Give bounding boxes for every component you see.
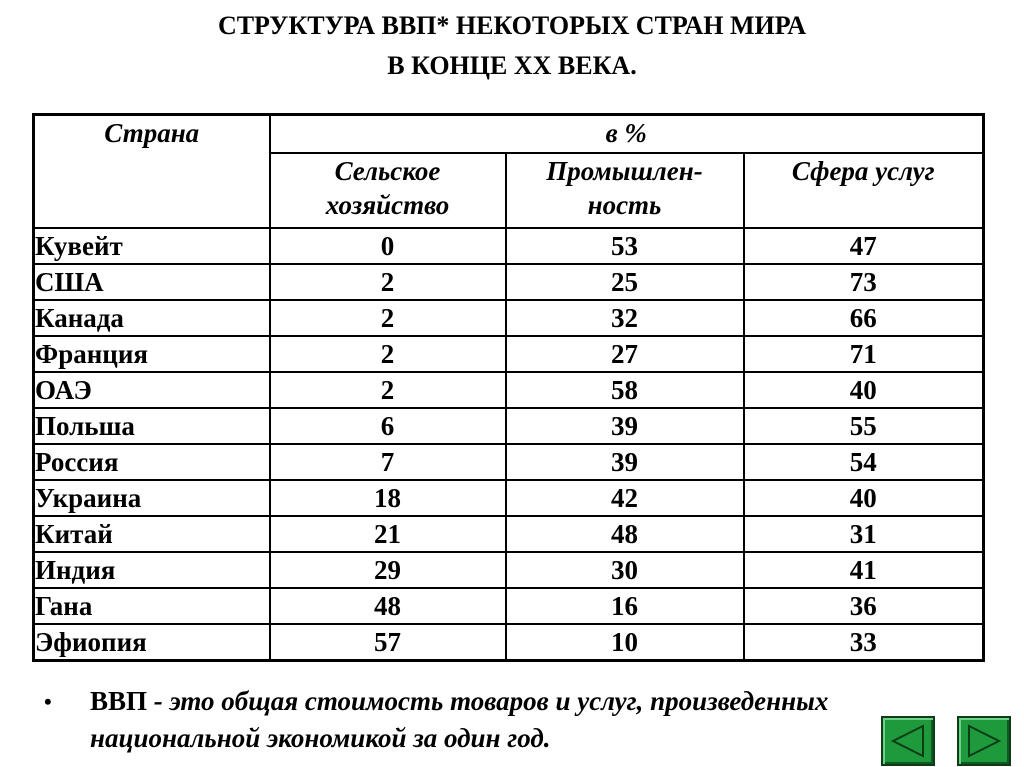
country-cell: Кувейт	[34, 228, 270, 264]
agriculture-cell: 7	[270, 444, 506, 480]
country-cell: Польша	[34, 408, 270, 444]
slide-title	[0, 6, 1024, 86]
services-cell: 36	[744, 588, 984, 624]
table-row	[34, 444, 984, 480]
country-cell: ОАЭ	[34, 372, 270, 408]
bullet-icon: •	[44, 689, 52, 714]
header-row-1	[34, 115, 984, 154]
industry-cell: 16	[506, 588, 744, 624]
agriculture-cell: 29	[270, 552, 506, 588]
table-row	[34, 480, 984, 516]
country-cell: Россия	[34, 444, 270, 480]
agriculture-cell: 18	[270, 480, 506, 516]
country-cell: Гана	[34, 588, 270, 624]
country-cell: США	[34, 264, 270, 300]
agriculture-cell: 2	[270, 300, 506, 336]
services-header-line-1: Сфера услуг	[791, 156, 935, 186]
unit-header: в %	[270, 115, 984, 154]
table-row	[34, 336, 984, 372]
agriculture-cell: 6	[270, 408, 506, 444]
agriculture-cell: 21	[270, 516, 506, 552]
title-line-2: В КОНЦЕ XX ВЕКА.	[387, 51, 637, 80]
services-cell: 54	[744, 444, 984, 480]
industry-cell: 30	[506, 552, 744, 588]
agriculture-cell: 2	[270, 336, 506, 372]
note-definition-line-2: национальной экономикой за один год.	[90, 723, 551, 753]
table-row	[34, 516, 984, 552]
next-slide-button[interactable]	[957, 716, 1011, 766]
table-row	[34, 408, 984, 444]
table-row	[34, 588, 984, 624]
services-cell: 47	[744, 228, 984, 264]
country-cell: Китай	[34, 516, 270, 552]
services-cell: 31	[744, 516, 984, 552]
services-cell: 73	[744, 264, 984, 300]
agriculture-cell: 57	[270, 624, 506, 661]
agriculture-header-line-1: Сельское	[334, 156, 441, 186]
country-cell: Эфиопия	[34, 624, 270, 661]
note-definition-line-1: - это общая стоимость товаров и услуг, произведенных	[147, 686, 829, 716]
table-row	[34, 264, 984, 300]
country-cell: Индия	[34, 552, 270, 588]
industry-cell: 58	[506, 372, 744, 408]
services-cell: 40	[744, 372, 984, 408]
agriculture-column-header	[270, 153, 506, 228]
industry-cell: 32	[506, 300, 744, 336]
industry-cell: 53	[506, 228, 744, 264]
industry-cell: 39	[506, 444, 744, 480]
triangle-right-icon	[963, 722, 1005, 760]
industry-cell: 10	[506, 624, 744, 661]
table-row	[34, 552, 984, 588]
industry-cell: 42	[506, 480, 744, 516]
services-cell: 33	[744, 624, 984, 661]
country-column-header: Страна	[34, 115, 270, 229]
note-term: ВВП	[90, 686, 148, 716]
agriculture-cell: 48	[270, 588, 506, 624]
gdp-structure-table	[32, 113, 985, 662]
country-cell: Украина	[34, 480, 270, 516]
industry-cell: 27	[506, 336, 744, 372]
services-cell: 71	[744, 336, 984, 372]
country-cell: Франция	[34, 336, 270, 372]
title-line-1: СТРУКТУРА ВВП* НЕКОТОРЫХ СТРАН МИРА	[217, 11, 807, 40]
services-column-header	[744, 153, 984, 228]
industry-column-header	[506, 153, 744, 228]
gdp-definition-note	[40, 683, 960, 757]
services-cell: 55	[744, 408, 984, 444]
table-row	[34, 624, 984, 661]
industry-header-line-2: ность	[587, 190, 662, 220]
industry-header-line-1: Промышлен-	[546, 156, 703, 186]
agriculture-cell: 2	[270, 264, 506, 300]
industry-cell: 25	[506, 264, 744, 300]
industry-cell: 39	[506, 408, 744, 444]
table-row	[34, 300, 984, 336]
table-row	[34, 372, 984, 408]
previous-slide-button[interactable]	[881, 716, 935, 766]
triangle-left-icon	[887, 722, 929, 760]
services-cell: 66	[744, 300, 984, 336]
industry-cell: 48	[506, 516, 744, 552]
country-cell: Канада	[34, 300, 270, 336]
agriculture-cell: 2	[270, 372, 506, 408]
table-row	[34, 228, 984, 264]
services-cell: 40	[744, 480, 984, 516]
agriculture-header-line-2: хозяйство	[325, 190, 450, 220]
agriculture-cell: 0	[270, 228, 506, 264]
services-cell: 41	[744, 552, 984, 588]
